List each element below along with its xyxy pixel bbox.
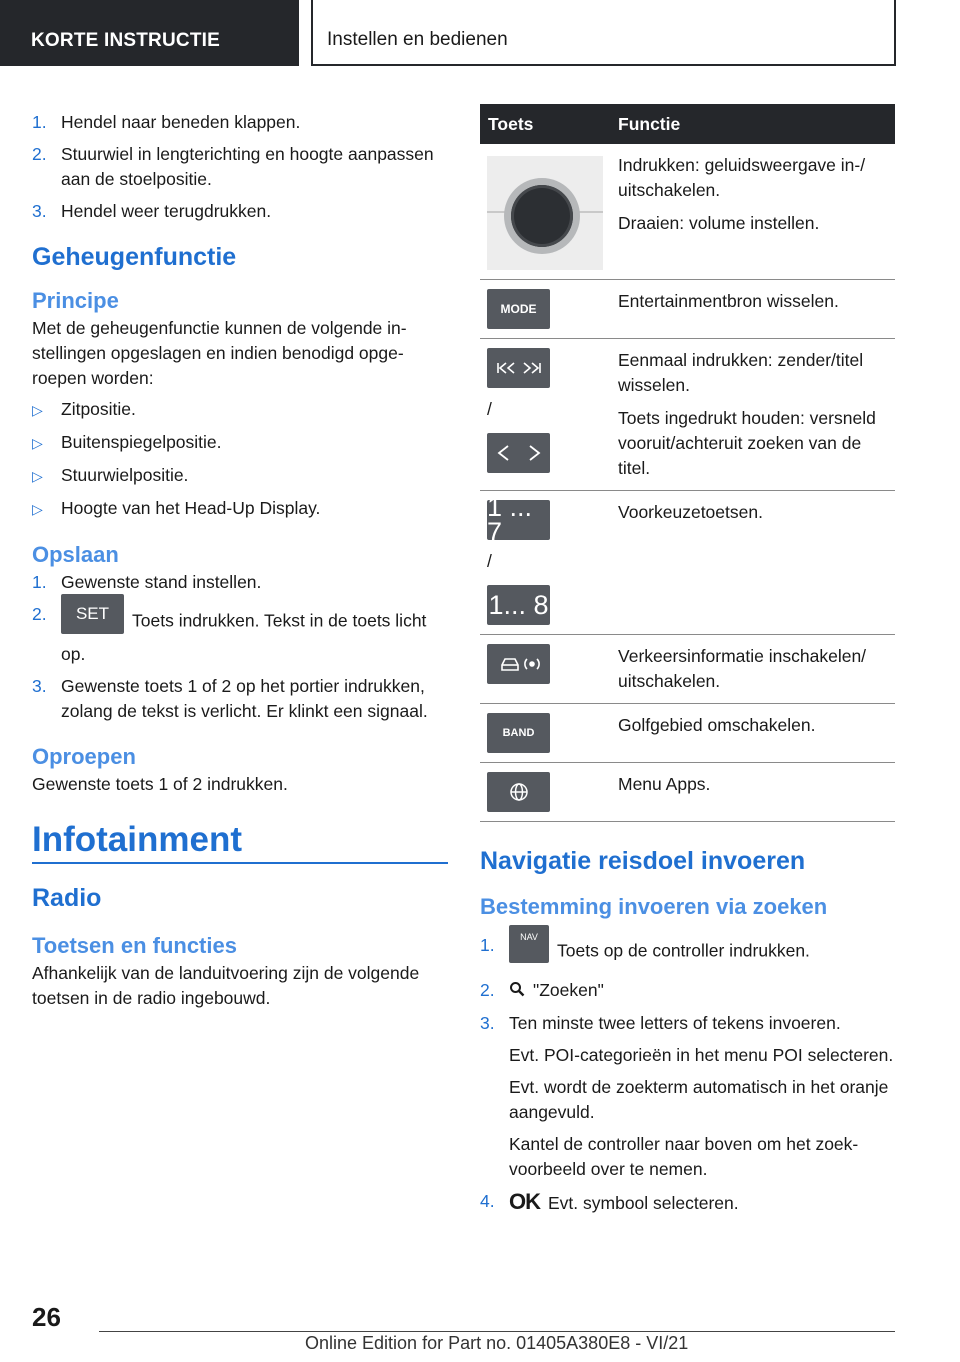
list-item: 2. Stuurwiel in lengterichting en hoogte aanpassen aan de stoelpositie. (32, 144, 434, 189)
recall-text: Gewenste toets 1 of 2 indrukken. (32, 774, 288, 794)
memory-heading: Geheugenfunctie (32, 243, 237, 271)
section-tab: KORTE INSTRUCTIE (0, 0, 299, 66)
col-function-header: Functie (608, 104, 895, 144)
table-row: BAND Golfgebied omschakelen. (480, 704, 895, 763)
list-item: 3. Hendel weer terugdrukken. (32, 201, 272, 221)
table-row: MODE Entertainmentbron wisselen. (480, 280, 895, 339)
col-key-header: Toets (480, 104, 608, 144)
search-icon (509, 979, 525, 1004)
list-item: ▷ Buitenspiegelpositie. (32, 430, 448, 456)
save-heading: Opslaan (32, 542, 119, 567)
keys-table (480, 104, 895, 822)
list-item: ▷ Stuurwielpositie. (32, 463, 448, 489)
band-key-icon: BAND (487, 713, 550, 753)
table-row: Indrukken: geluidsweergave in-/ uitschakelen. Draaien: volume instellen. (480, 144, 895, 280)
principle-list (32, 397, 448, 522)
step3-note: Kantel de controller naar boven om het zoekvoorbeeld over te nemen. (509, 1133, 859, 1179)
triangle-bullet-icon: ▷ (32, 468, 43, 484)
list-item: 1. NAVToets op de controller indrukken. (480, 933, 895, 971)
search-heading: Bestemming invoeren via zoeken (480, 894, 828, 919)
list-item: 4. OK Evt. symbool selecteren. (480, 1188, 739, 1214)
right-column (480, 104, 895, 1223)
table-row: 1 ... 7 / 1... 8 Voorkeuzetoetsen. (480, 491, 895, 635)
skip-keys-icon (487, 348, 550, 388)
nav-steps (480, 933, 895, 1036)
table-row: Menu Apps. (480, 763, 895, 822)
list-item: ▷ Hoogte van het Head-Up Display. (32, 496, 448, 522)
recall-heading: Oproepen (32, 744, 136, 769)
table-header (480, 104, 895, 144)
apps-key-icon (487, 772, 550, 812)
left-column (32, 110, 448, 1011)
preset-keys-8-icon: 1... 8 (487, 585, 550, 625)
list-item: 3. Ten minste twee letters of tekens invoeren. (480, 1012, 841, 1033)
ok-icon: OK (509, 1188, 540, 1214)
radio-heading: Radio (32, 884, 102, 912)
step3-note: Evt. POI-categorieën in het menu POI selecteren. (509, 1044, 894, 1065)
triangle-bullet-icon: ▷ (32, 501, 43, 517)
table-row: Verkeersinformatie inschakelen/ uitschakelen. (480, 635, 895, 704)
principle-heading: Principe (32, 288, 119, 313)
preset-keys-7-icon: 1 ... 7 (487, 500, 550, 540)
save-steps (32, 570, 448, 724)
set-key-icon: SET (61, 594, 124, 634)
list-item: 2. SET Toets indrukken. Tekst in de toets licht op. (32, 602, 448, 667)
list-item: 1. Gewenste stand instellen. (32, 572, 262, 592)
list-item: 2. "Zoeken" (480, 978, 895, 1004)
footer-divider (99, 1331, 895, 1332)
keys-heading: Toetsen en functies (32, 933, 237, 958)
traffic-info-icon (487, 644, 550, 684)
keys-text: Afhankelijk van de landuitvoering zijn de volgende toetsen in de radio ingebouwd. (32, 963, 420, 1008)
edition-note: Online Edition for Part no. 01405A380E8 - VI/21 (305, 1333, 689, 1353)
triangle-bullet-icon: ▷ (32, 402, 43, 418)
nav-key-icon: NAV (509, 925, 549, 963)
principle-text: Met de geheugenfunctie kunnen de volgende instellingen opgeslagen en indien benodigd opgeroepen worden: (32, 318, 407, 388)
list-item: 1. Hendel naar beneden klappen. (32, 112, 301, 132)
step3-note: Evt. wordt de zoekterm automatisch in het oranje aangevuld. (509, 1076, 889, 1122)
chapter-title: Instellen en bedienen (311, 0, 896, 66)
table-row: / Eenmaal indrukken: zender/titel wisselen. Toets ingedrukt houden: versneld vooruit/achteruit zoeken van de titel. (480, 339, 895, 491)
nav-steps-end (480, 1189, 895, 1216)
nav-heading: Navigatie reisdoel invoeren (480, 847, 806, 875)
list-item: ▷ Zitpositie. (32, 397, 448, 423)
mode-key-icon: MODE (487, 289, 550, 329)
adjust-steps (32, 110, 448, 224)
volume-knob-image (487, 156, 603, 270)
triangle-bullet-icon: ▷ (32, 435, 43, 451)
list-item: 3. Gewenste toets 1 of 2 op het portier indrukken, zolang de tekst is verlicht. Er klinkt een signaal. (32, 676, 428, 721)
seek-keys-icon (487, 433, 550, 473)
page-number: 26 (32, 1302, 61, 1332)
infotainment-heading: Infotainment (32, 827, 448, 864)
